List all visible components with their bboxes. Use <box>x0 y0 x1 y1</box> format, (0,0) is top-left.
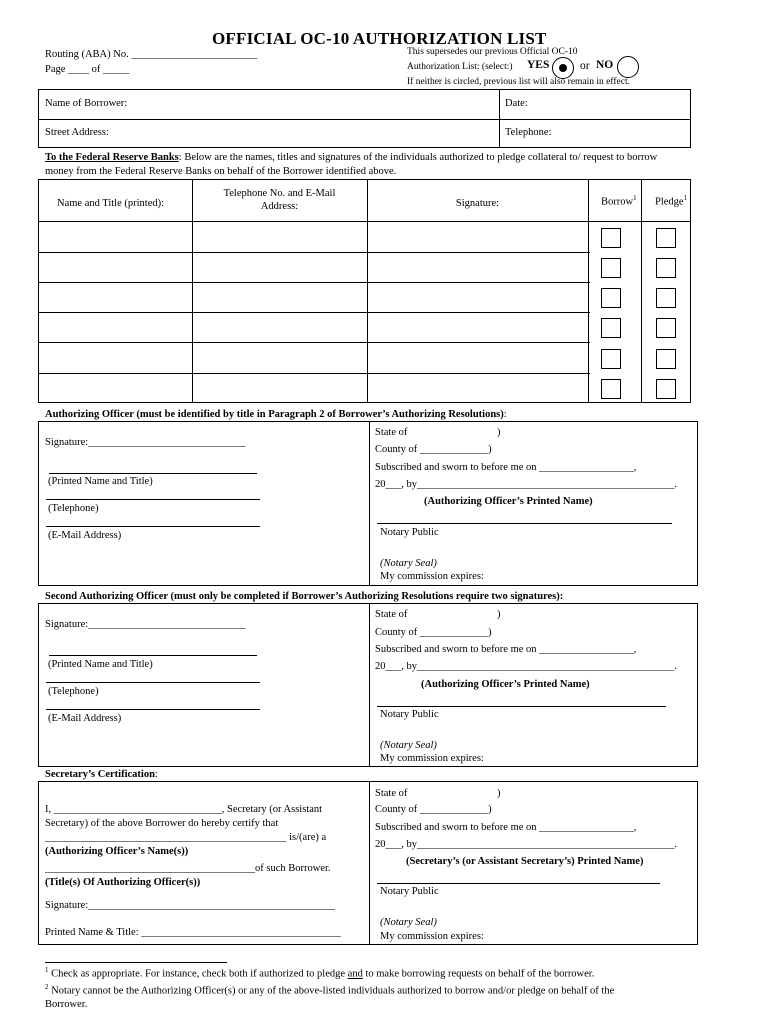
selected-dot-icon <box>559 64 567 72</box>
officer1-sworn-date-field[interactable]: Subscribed and sworn to before me on __________________, <box>375 462 637 473</box>
officer2-commission-expires[interactable]: My commission expires: <box>380 753 484 764</box>
borrower-telephone-field[interactable]: Telephone: <box>505 127 552 138</box>
borrow-checkbox[interactable] <box>601 379 621 399</box>
officer2-name-caption: (Authorizing Officer’s Printed Name) <box>421 679 590 690</box>
secretary-notary-label: Notary Public <box>380 886 439 897</box>
pledge-checkbox[interactable] <box>656 349 676 369</box>
secretary-state-field[interactable]: State of <box>375 788 408 799</box>
secretary-notary-seal: (Notary Seal) <box>380 917 437 928</box>
row-phone-email-cell[interactable] <box>193 312 367 342</box>
footnote-divider <box>45 962 227 963</box>
intro-paragraph <box>45 152 657 163</box>
yes-option-radio[interactable] <box>552 57 574 79</box>
officer2-state-field[interactable]: State of <box>375 609 408 620</box>
footnote-1-ref: 1 <box>683 194 688 202</box>
secretary-name-caption: (Secretary’s (or Assistant Secretary’s) Printed Name) <box>406 856 644 867</box>
col-header-name: Name and Title (printed): <box>57 198 165 209</box>
row-phone-email-cell[interactable] <box>193 252 367 282</box>
officer2-box: Signature:______________________________ (Printed Name and Title) (Telephone) (E-Mail Address) State of ) County of _____________) Subscribed and sworn to before me on __________________, 20___, by_________________________________________________. (Authorizing Officer’s Printed Name) Notary Public (Notary Seal) My commission expires: <box>38 603 698 767</box>
officer-names-field[interactable]: ______________________________________________ is/(are) a <box>45 832 327 843</box>
secretary-heading-line: Secretary’s Certification: <box>45 769 158 780</box>
pledge-checkbox[interactable] <box>656 318 676 338</box>
row-name-cell[interactable] <box>39 342 192 373</box>
col-header-phone: Telephone No. and E-Mail <box>223 188 336 199</box>
officer2-email-field[interactable]: (E-Mail Address) <box>48 713 122 724</box>
row-phone-email-cell[interactable] <box>193 221 367 252</box>
officer1-notary-label: Notary Public <box>380 527 439 538</box>
officer2-county-field[interactable]: County of _____________) <box>375 627 492 638</box>
secretary-printed-name-field[interactable]: Printed Name & Title: ______________________________________ <box>45 927 341 938</box>
officer1-commission-expires[interactable]: My commission expires: <box>380 571 484 582</box>
row-signature-cell[interactable] <box>368 373 588 402</box>
secretary-signature-field[interactable]: Signature:_______________________________________________ <box>45 900 335 911</box>
footnote-2-cont: Borrower. <box>45 999 88 1010</box>
pledge-checkbox[interactable] <box>656 288 676 308</box>
borrow-checkbox[interactable] <box>601 318 621 338</box>
secretary-commission-expires[interactable]: My commission expires: <box>380 931 484 942</box>
officer2-notary-seal: (Notary Seal) <box>380 740 437 751</box>
no-option-radio[interactable] <box>617 56 639 78</box>
officer1-telephone-field[interactable]: (Telephone) <box>48 503 99 514</box>
supersede-text: This supersedes our previous Official OC-10 <box>407 47 578 57</box>
intro-text: : Below are the names, titles and signatures of the individuals authorized to pledge collateral to/ request to borrow <box>178 152 658 163</box>
secretary-cert-text: Secretary) of the above Borrower do hereby certify that <box>45 818 279 829</box>
row-signature-cell[interactable] <box>368 312 588 342</box>
row-signature-cell[interactable] <box>368 342 588 373</box>
borrow-checkbox[interactable] <box>601 288 621 308</box>
row-signature-cell[interactable] <box>368 282 588 312</box>
col-header-signature: Signature: <box>455 198 500 209</box>
borrower-name-field[interactable]: Name of Borrower: <box>45 98 128 109</box>
officer2-notary-label: Notary Public <box>380 709 439 720</box>
row-signature-cell[interactable] <box>368 252 588 282</box>
officer1-heading-line: Authorizing Officer (must be identified by title in Paragraph 2 of Borrower’s Authorizing Resolutions): <box>45 409 507 420</box>
or-text: or <box>580 60 590 72</box>
col-header-email: Address: <box>260 201 299 212</box>
pledge-checkbox[interactable] <box>656 379 676 399</box>
borrow-checkbox[interactable] <box>601 349 621 369</box>
pledge-checkbox[interactable] <box>656 228 676 248</box>
col-header-borrow: Borrow$^1$ <box>601 194 637 208</box>
borrow-checkbox[interactable] <box>601 228 621 248</box>
secretary-heading: Secretary’s Certification <box>45 769 155 780</box>
row-name-cell[interactable] <box>39 282 192 312</box>
officer-titles-caption: (Title(s) Of Authorizing Officer(s)) <box>45 877 201 888</box>
secretary-sworn-by-field[interactable]: 20___, by_________________________________________________. <box>375 839 677 850</box>
officer2-telephone-field[interactable]: (Telephone) <box>48 686 99 697</box>
secretary-county-field[interactable]: County of _____________) <box>375 804 492 815</box>
page-number-field[interactable]: Page ____ of _____ <box>45 64 130 75</box>
footnote-2: $^2$ Notary cannot be the Authorizing Officer(s) or any of the above-listed individuals authorized to borrow and/or pledge on behalf of the <box>45 983 615 997</box>
col-header-pledge: Pledge$^1$ <box>655 194 688 208</box>
officer1-signature-field[interactable]: Signature:______________________________ <box>45 437 246 448</box>
officer1-name-caption: (Authorizing Officer’s Printed Name) <box>424 496 593 507</box>
row-phone-email-cell[interactable] <box>193 373 367 402</box>
officer2-heading: Second Authorizing Officer (must only be completed if Borrower’s Authorizing Resolutions require two signatures): <box>45 591 564 602</box>
officer1-email-field[interactable]: (E-Mail Address) <box>48 530 122 541</box>
officer-titles-field[interactable]: ________________________________________of such Borrower. <box>45 863 331 874</box>
pledge-checkbox[interactable] <box>656 258 676 278</box>
row-name-cell[interactable] <box>39 221 192 252</box>
officer1-heading-note: (must be identified by title in Paragraph 2 of Borrower’s Authorizing Resolutions) <box>133 409 504 420</box>
row-signature-cell[interactable] <box>368 221 588 252</box>
no-option-label: NO <box>596 59 614 71</box>
footnote-1-ref: 1 <box>633 194 637 202</box>
routing-number-field[interactable]: Routing (ABA) No. ________________________ <box>45 49 258 60</box>
row-name-cell[interactable] <box>39 312 192 342</box>
officer1-notary-seal: (Notary Seal) <box>380 558 437 569</box>
row-phone-email-cell[interactable] <box>193 282 367 312</box>
officer2-printed-name-field[interactable]: (Printed Name and Title) <box>48 659 153 670</box>
street-address-field[interactable]: Street Address: <box>45 127 109 138</box>
row-phone-email-cell[interactable] <box>193 342 367 373</box>
row-name-cell[interactable] <box>39 252 192 282</box>
yes-option-label: YES <box>527 59 550 71</box>
officer1-printed-name-field[interactable]: (Printed Name and Title) <box>48 476 153 487</box>
officer2-signature-field[interactable]: Signature:______________________________ <box>45 619 246 630</box>
officer1-sworn-by-field[interactable]: 20___, by_________________________________________________. <box>375 479 677 490</box>
officer2-sworn-date-field[interactable]: Subscribed and sworn to before me on __________________, <box>375 644 637 655</box>
officer2-sworn-by-field[interactable]: 20___, by_________________________________________________. <box>375 661 677 672</box>
row-name-cell[interactable] <box>39 373 192 402</box>
officer1-heading: Authorizing Officer <box>45 409 134 420</box>
authorization-table <box>38 179 691 403</box>
borrower-info-box <box>38 89 691 148</box>
footnote-1: $^1$ Check as appropriate. For instance, check both if authorized to pledge and to make borrowing requests on behalf of the borrower. <box>45 966 595 980</box>
secretary-sworn-date-field[interactable]: Subscribed and sworn to before me on __________________, <box>375 822 637 833</box>
supersede-select-text: Authorization List: (select:) <box>407 62 513 72</box>
officer1-state-field[interactable]: State of <box>375 427 408 438</box>
page-title: OFFICIAL OC-10 AUTHORIZATION LIST <box>212 29 547 48</box>
neither-note: If neither is circled, previous list will also remain in effect. <box>407 77 631 87</box>
date-field[interactable]: Date: <box>505 98 528 109</box>
borrow-checkbox[interactable] <box>601 258 621 278</box>
intro-text-line2: money from the Federal Reserve Banks on behalf of the Borrower identified above. <box>45 166 397 177</box>
officer1-box: Signature:______________________________ (Printed Name and Title) (Telephone) (E-Mail Address) State of ) County of _____________) Subscribed and sworn to before me on __________________, 20___, by_________________________________________________. (Authorizing Officer’s Printed Name) Notary Public (Notary Seal) My commission expires: <box>38 421 698 586</box>
officer-names-caption: (Authorizing Officer’s Name(s)) <box>45 846 189 857</box>
secretary-name-field[interactable]: I, ________________________________, Secretary (or Assistant <box>45 804 323 815</box>
secretary-box: I, ________________________________, Secretary (or Assistant Secretary) of the above Borrower do hereby certify that ______________________________________________ is/(are) a (Authorizing Officer’s Name(s)) ________________________________________of such Borrower. (Title(s) Of Authorizing Officer(s)) Signature:_______________________________________________ Printed Name & Title: ______________________________________ State of ) County of _____________) Subscribed and sworn to before me on __________________, 20___, by_________________________________________________. (Secretary’s (or Assistant Secretary’s) Printed Name) Notary Public (Notary Seal) My commission expires: <box>38 781 698 945</box>
officer1-county-field[interactable]: County of _____________) <box>375 444 492 455</box>
intro-heading: To the Federal Reserve Banks <box>45 152 179 163</box>
